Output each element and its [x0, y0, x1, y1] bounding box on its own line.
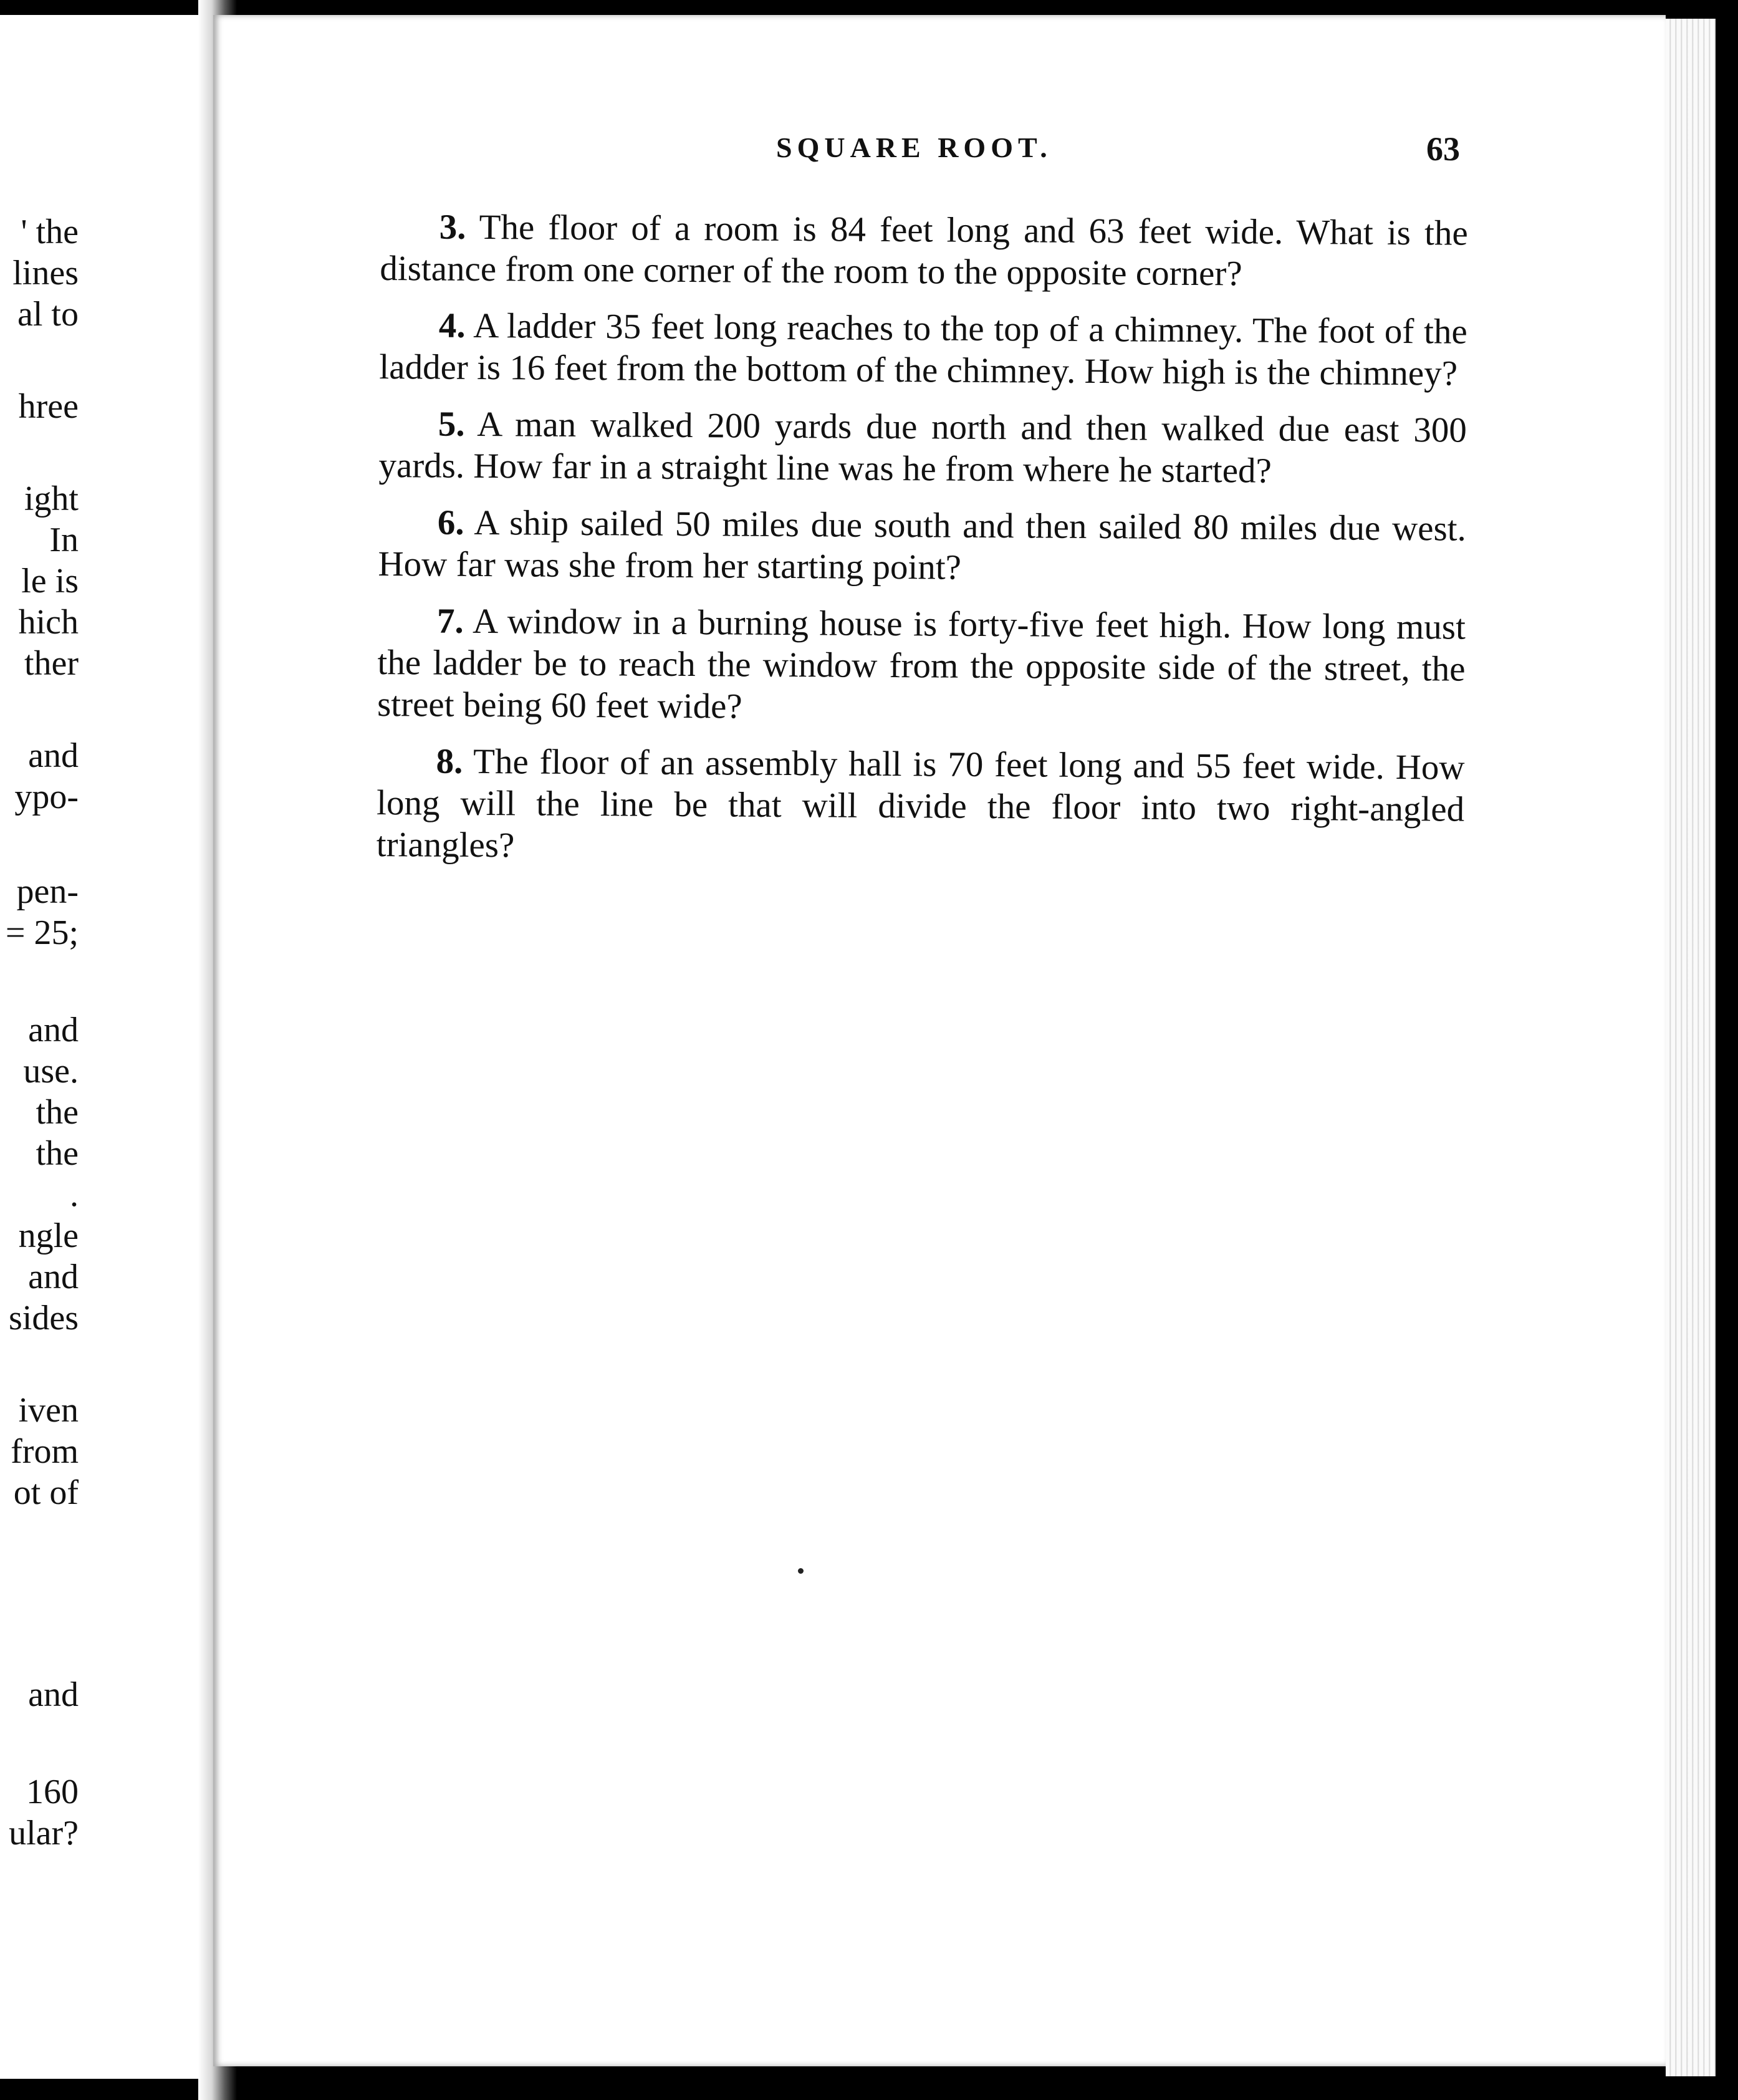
running-head: SQUARE ROOT.: [776, 132, 1052, 163]
left-fragment: use.: [23, 1052, 79, 1091]
left-fragment: and: [28, 1258, 79, 1296]
left-fragment: hree: [18, 387, 79, 426]
left-fragment: ypo-: [14, 778, 79, 816]
problem-number: 5.: [438, 404, 465, 444]
left-fragment: iven: [18, 1391, 79, 1430]
left-fragment: from: [11, 1432, 79, 1471]
problem-4: [379, 304, 1467, 395]
problem-text: A window in a burning house is forty-five feet high. How long must the ladder be to reach the window from the opposite side of the street, the street being 60 feet wide?: [377, 601, 1466, 726]
problem-text: The floor of a room is 84 feet long and 63 feet wide. What is the distance from one corner of the room to the opposite corner?: [380, 207, 1468, 294]
left-fragment: le is: [21, 562, 79, 600]
left-fragment: In: [49, 521, 79, 559]
problem-text: A ladder 35 feet long reaches to the top of a chimney. The foot of the ladder is 16 feet from the bottom of the chimney. How high is the chimney?: [379, 306, 1468, 393]
page-number: 63: [1426, 130, 1460, 168]
facing-page-left: [0, 15, 198, 2079]
problem-6: [378, 501, 1466, 592]
problem-7: [377, 600, 1466, 732]
problem-text: A ship sailed 50 miles due south and then sailed 80 miles due west. How far was she from her starting point?: [378, 503, 1467, 587]
left-fragment: ther: [24, 644, 79, 683]
left-fragment: and: [28, 1011, 79, 1049]
problem-text: A man walked 200 yards due north and then walked due east 300 yards. How far in a straight line was he from where he started?: [378, 404, 1467, 491]
problem-3: [380, 206, 1468, 296]
problem-list: [376, 206, 1468, 887]
left-fragment: ot of: [13, 1473, 79, 1512]
left-fragment: ngle: [18, 1216, 79, 1255]
ink-speck: [798, 1568, 804, 1574]
left-fragment: ' the: [21, 213, 79, 251]
left-fragment: pen-: [16, 872, 79, 911]
left-fragment: and: [28, 1675, 79, 1714]
left-fragment: the: [36, 1134, 79, 1173]
page-edge-stack: [1666, 19, 1716, 2076]
problem-number: 3.: [439, 207, 466, 247]
problem-8: [377, 740, 1465, 872]
problem-number: 8.: [436, 741, 463, 781]
problem-5: [378, 403, 1467, 493]
left-fragment: the: [36, 1093, 79, 1132]
left-fragment: sides: [9, 1299, 79, 1337]
problem-number: 4.: [438, 306, 466, 345]
left-fragment: lines: [12, 254, 79, 292]
problem-number: 6.: [437, 503, 464, 542]
left-fragment: 160: [26, 1773, 79, 1811]
left-fragment: al to: [17, 295, 79, 334]
left-fragment: ight: [24, 479, 79, 518]
left-fragment: = 25;: [5, 913, 79, 952]
problem-number: 7.: [436, 601, 464, 641]
left-fragment: ular?: [9, 1814, 79, 1852]
problem-text: The floor of an assembly hall is 70 feet long and 55 feet wide. How long will the line be that will divide the floor into two right-angled triangles?: [376, 741, 1465, 865]
left-fragment: .: [70, 1175, 79, 1214]
left-fragment: hich: [18, 603, 79, 642]
left-fragment: and: [28, 736, 79, 775]
